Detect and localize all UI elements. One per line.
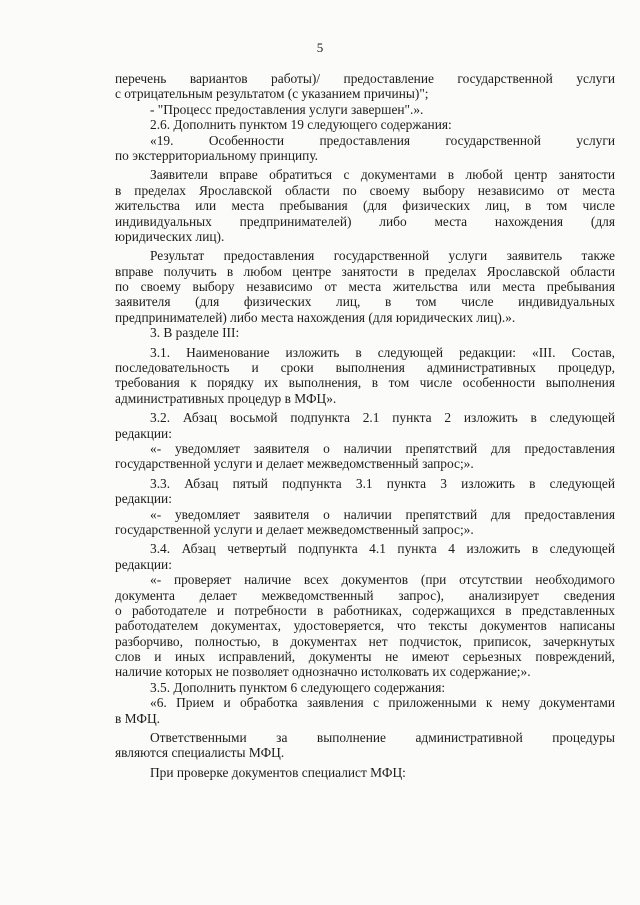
text-line: по своему выбору независимо от места жительства или места пребывания (115, 279, 615, 295)
text-line: Результат предоставления государственной услуги заявитель также (150, 248, 615, 264)
text-line: 3.4. Абзац четвертый подпункта 4.1 пункта 4 изложить в следующей (150, 541, 615, 557)
text-line: в МФЦ. (115, 710, 160, 726)
text-line: При проверке документов специалист МФЦ: (150, 764, 406, 780)
text-line: редакции: (115, 491, 172, 507)
text-line: последовательность и сроки выполнения административных процедур, (115, 360, 615, 376)
document-body (115, 71, 615, 780)
text-line: Ответственными за выполнение административной процедуры (150, 730, 615, 746)
text-line: административных процедур в МФЦ». (115, 390, 337, 406)
text-line: разборчиво, полностью, в документах нет подчисток, приписок, зачеркнутых (115, 633, 615, 649)
text-line: «- проверяет наличие всех документов (при отсутствии необходимого (150, 572, 615, 588)
text-line: 3.3. Абзац пятый подпункта 3.1 пункта 3 изложить в следующей (150, 475, 615, 491)
text-line: «- уведомляет заявителя о наличии препятствий для предоставления (150, 506, 615, 522)
text-line: требования к порядку их выполнения, в том числе особенности выполнения (115, 375, 615, 391)
text-line: слов и иных исправлений, документы не имеют серьезных повреждений, (115, 649, 615, 665)
text-line: Заявители вправе обратиться с документами в любой центр занятости (150, 167, 615, 183)
text-line: документа делает межведомственный запрос), анализирует сведения (115, 587, 615, 603)
page-number: 5 (316, 40, 324, 55)
text-line: «6. Прием и обработка заявления с приложенными к нему документами (150, 695, 615, 711)
text-line: «- уведомляет заявителя о наличии препятствий для предоставления (150, 440, 615, 456)
text-line: являются специалисты МФЦ. (115, 745, 285, 761)
text-line: редакции: (115, 425, 172, 441)
text-line: перечень вариантов работы)/ предоставление государственной услуги (115, 71, 615, 86)
text-line: жительства или места пребывания (для физических лиц, в том числе (115, 198, 615, 214)
text-line: государственной услуги и делает межведомственный запрос;». (115, 456, 474, 472)
text-line: предпринимателей) либо места нахождения (для юридических лиц).». (115, 309, 516, 325)
text-line: 3. В разделе III: (150, 325, 240, 341)
text-line: с отрицательным результатом (с указанием причины)"; (115, 86, 429, 102)
text-line: индивидуальных предпринимателей) либо места нахождения (для (115, 213, 615, 229)
text-line: 3.5. Дополнить пунктом 6 следующего содержания: (150, 679, 446, 695)
text-line: «19. Особенности предоставления государственной услуги (150, 132, 615, 148)
text-line: 3.1. Наименование изложить в следующей редакции: «III. Состав, (150, 344, 615, 360)
text-line: в пределах Ярославской области по своему выбору независимо от места (115, 182, 615, 198)
text-line: по экстерриториальному принципу. (115, 147, 319, 163)
text-line: заявителя (для физических лиц, в том числе индивидуальных (115, 294, 615, 310)
text-line: редакции: (115, 556, 172, 572)
text-line: юридических лиц). (115, 228, 225, 244)
text-line: государственной услуги и делает межведомственный запрос;». (115, 521, 474, 537)
text-line: о работодателе и потребности в работниках, содержащихся в представленных (115, 602, 615, 618)
text-line: вправе получить в любом центре занятости в пределах Ярославской области (115, 263, 615, 279)
text-line: работодателем документах, удостоверяется, что тексты документов написаны (115, 618, 615, 634)
text-line: - "Процесс предоставления услуги завершен".». (150, 101, 424, 117)
text-line: наличие которых не позволяет однозначно истолковать их содержание;». (115, 664, 531, 680)
text-line: 2.6. Дополнить пунктом 19 следующего содержания: (150, 117, 452, 133)
text-line: 3.2. Абзац восьмой подпункта 2.1 пункта 2 изложить в следующей (150, 410, 615, 426)
